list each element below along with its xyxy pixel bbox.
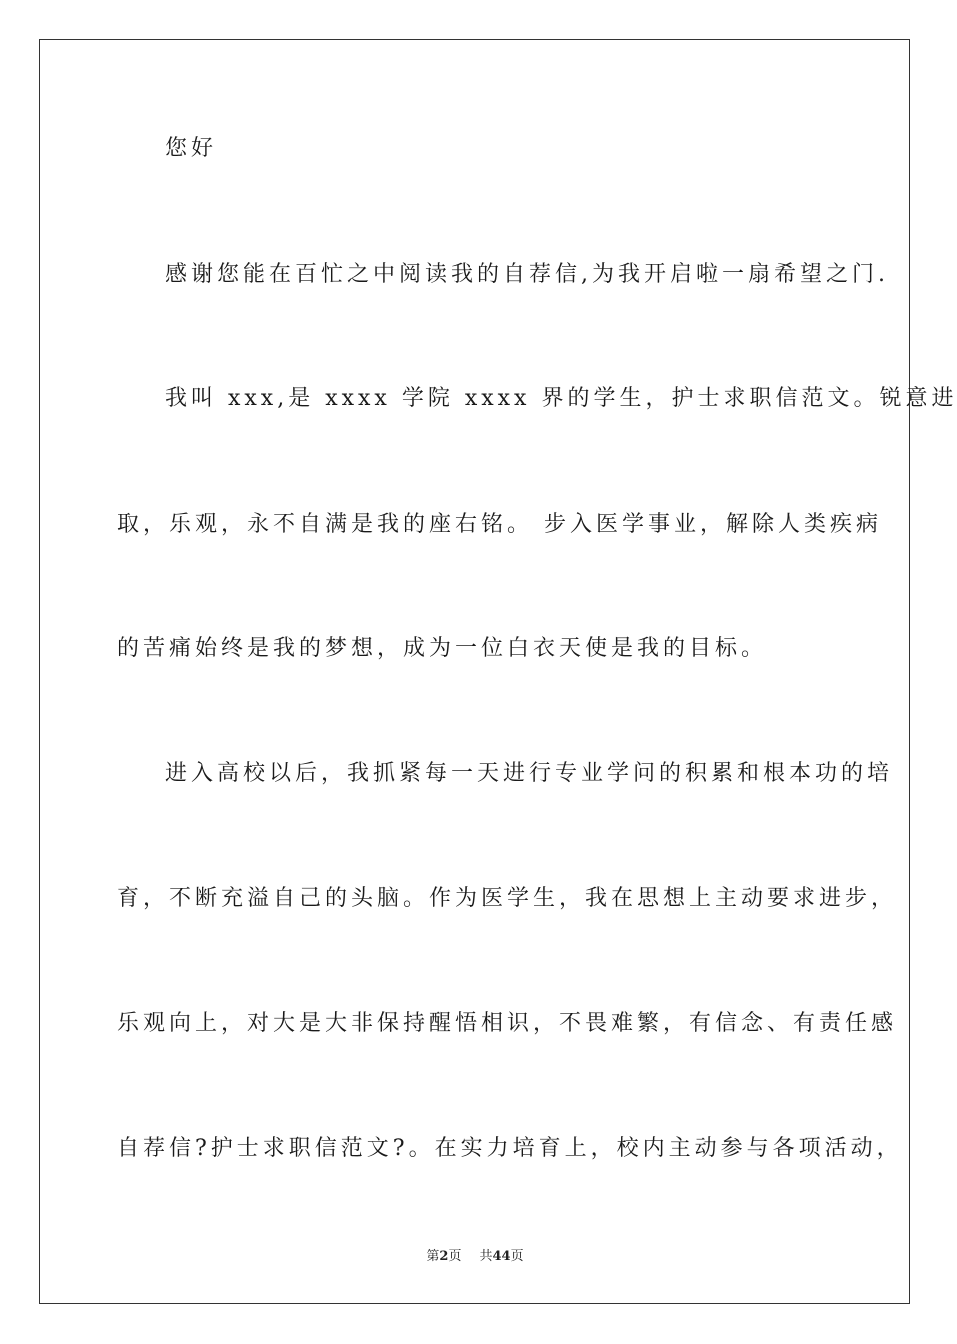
paragraph-line: 乐观向上，对大是大非保持醒悟相识，不畏难繁，有信念、有责任感	[117, 1011, 898, 1036]
total-page-number: 44	[492, 1249, 511, 1264]
total-suffix: 页	[510, 1249, 524, 1264]
paragraph-line: 取，乐观，永不自满是我的座右铭。 步入医学事业，解除人类疾病	[117, 512, 882, 537]
page-suffix: 页	[448, 1249, 462, 1264]
greeting-text: 您好	[165, 136, 218, 161]
paragraph-line: 的苦痛始终是我的梦想，成为一位白衣天使是我的目标。	[117, 636, 768, 661]
page-number-footer	[0, 1248, 950, 1266]
paragraph-line: 育，不断充溢自己的头脑。作为医学生，我在思想上主动要求进步，	[117, 886, 898, 911]
page-prefix: 第	[426, 1249, 440, 1264]
page-border	[39, 39, 957, 1304]
current-page-number: 2	[439, 1249, 449, 1264]
total-prefix: 共	[479, 1249, 493, 1264]
paragraph-line: 感谢您能在百忙之中阅读我的自荐信,为我开启啦一扇希望之门.	[165, 262, 889, 287]
paragraph-line: 进入高校以后，我抓紧每一天进行专业学问的积累和根本功的培	[165, 761, 894, 786]
paragraph-line: 自荐信?护士求职信范文?。在实力培育上，校内主动参与各项活动，	[117, 1136, 903, 1161]
paragraph-line: 我叫 xxx,是 xxxx 学院 xxxx 界的学生，护士求职信范文。锐意进	[165, 386, 957, 411]
